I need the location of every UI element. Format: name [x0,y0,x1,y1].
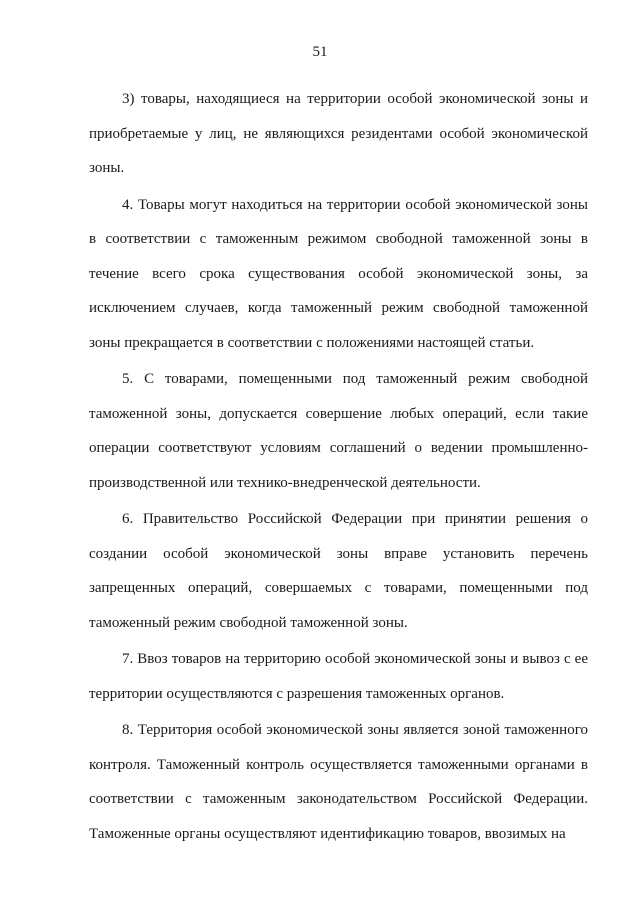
paragraph-4: 4. Товары могут находиться на территории особой экономической зоны в соответствии с таможенным режимом свободной таможенной зоны в течение всего срока существования особой экономической зоны, за исключением случаев, когда таможенный режим свободной таможенной зоны прекращается в соответствии с положениями настоящей статьи. [89,196,588,351]
paragraph-5: 5. С товарами, помещенными под таможенный режим свободной таможенной зоны, допускается совершение любых операций, если такие операции соответствуют условиям соглашений о ведении промышленно-производственной или технико-внедренческой деятельности. [89,371,588,491]
paragraph-6: 6. Правительство Российской Федерации при принятии решения о создании особой экономической зоны вправе установить перечень запрещенных операций, совершаемых с товарами, помещенными под таможенный режим свободной таможенной зоны. [89,511,588,631]
paragraph-item-3: 3) товары, находящиеся на территории особой экономической зоны и приобретаемые у лиц, не являющихся резидентами особой экономической зоны. [89,91,588,176]
paragraph-7: 7. Ввоз товаров на территорию особой экономической зоны и вывоз с ее территории осуществляются с разрешения таможенных органов. [89,651,588,702]
page-number: 51 [312,44,328,60]
document-body [89,82,588,853]
paragraph-8: 8. Территория особой экономической зоны является зоной таможенного контроля. Таможенный контроль осуществляется таможенными органами в соответствии с таможенным законодательством Российской Федерации. Таможенные органы осуществляют идентификацию товаров, ввозимых на [89,722,588,842]
